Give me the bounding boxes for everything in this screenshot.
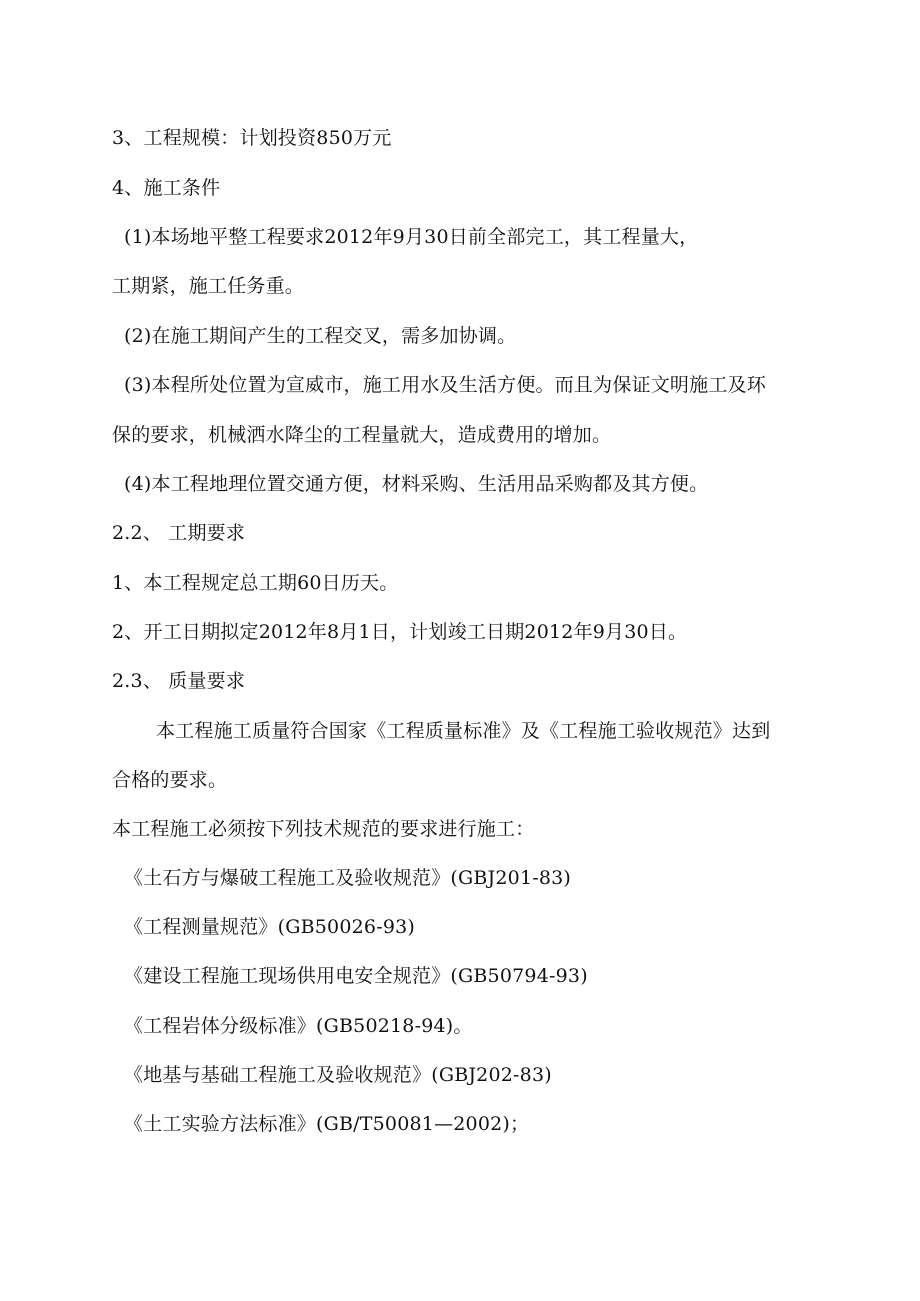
quality-paragraph-line-2: 合格的要求。 bbox=[112, 769, 228, 791]
section-quality-heading: 2.3、 质量要求 bbox=[112, 670, 246, 692]
schedule-item-2: 2、开工日期拟定2012年8月1日，计划竣工日期2012年9月30日。 bbox=[112, 621, 688, 643]
condition-1-line-1: (1)本场地平整工程要求2012年9月30日前全部完工，其工程量大， bbox=[124, 226, 699, 248]
section-schedule-heading: 2.2、 工期要求 bbox=[112, 522, 246, 544]
standard-item-6: 《土工实验方法标准》(GB/T50081—2002)； bbox=[124, 1113, 530, 1135]
condition-4: (4)本工程地理位置交通方便，材料采购、生活用品采购都及其方便。 bbox=[124, 473, 709, 495]
section-conditions-heading: 4、施工条件 bbox=[112, 177, 221, 199]
standard-item-4: 《工程岩体分级标准》(GB50218-94)。 bbox=[124, 1015, 473, 1037]
standard-item-1: 《土石方与爆破工程施工及验收规范》(GBJ201-83) bbox=[124, 867, 572, 889]
condition-3-line-1: (3)本程所处位置为宣威市，施工用水及生活方便。而且为保证文明施工及环 bbox=[124, 374, 766, 396]
standard-item-5: 《地基与基础工程施工及验收规范》(GBJ202-83) bbox=[124, 1064, 552, 1086]
standard-item-3: 《建设工程施工现场供用电安全规范》(GB50794-93) bbox=[124, 965, 588, 987]
condition-1-line-2: 工期紧，施工任务重。 bbox=[112, 275, 305, 297]
standards-intro: 本工程施工必须按下列技术规范的要求进行施工： bbox=[112, 818, 535, 840]
schedule-item-1: 1、本工程规定总工期60日历天。 bbox=[112, 572, 399, 594]
condition-3-line-2: 保的要求，机械洒水降尘的工程量就大，造成费用的增加。 bbox=[112, 424, 612, 446]
quality-paragraph-line-1: 本工程施工质量符合国家《工程质量标准》及《工程施工验收规范》达到 bbox=[156, 720, 771, 742]
standard-item-2: 《工程测量规范》(GB50026-93) bbox=[124, 916, 416, 938]
condition-2: (2)在施工期间产生的工程交叉，需多加协调。 bbox=[124, 325, 517, 347]
section-scale: 3、工程规模：计划投资850万元 bbox=[112, 127, 392, 149]
